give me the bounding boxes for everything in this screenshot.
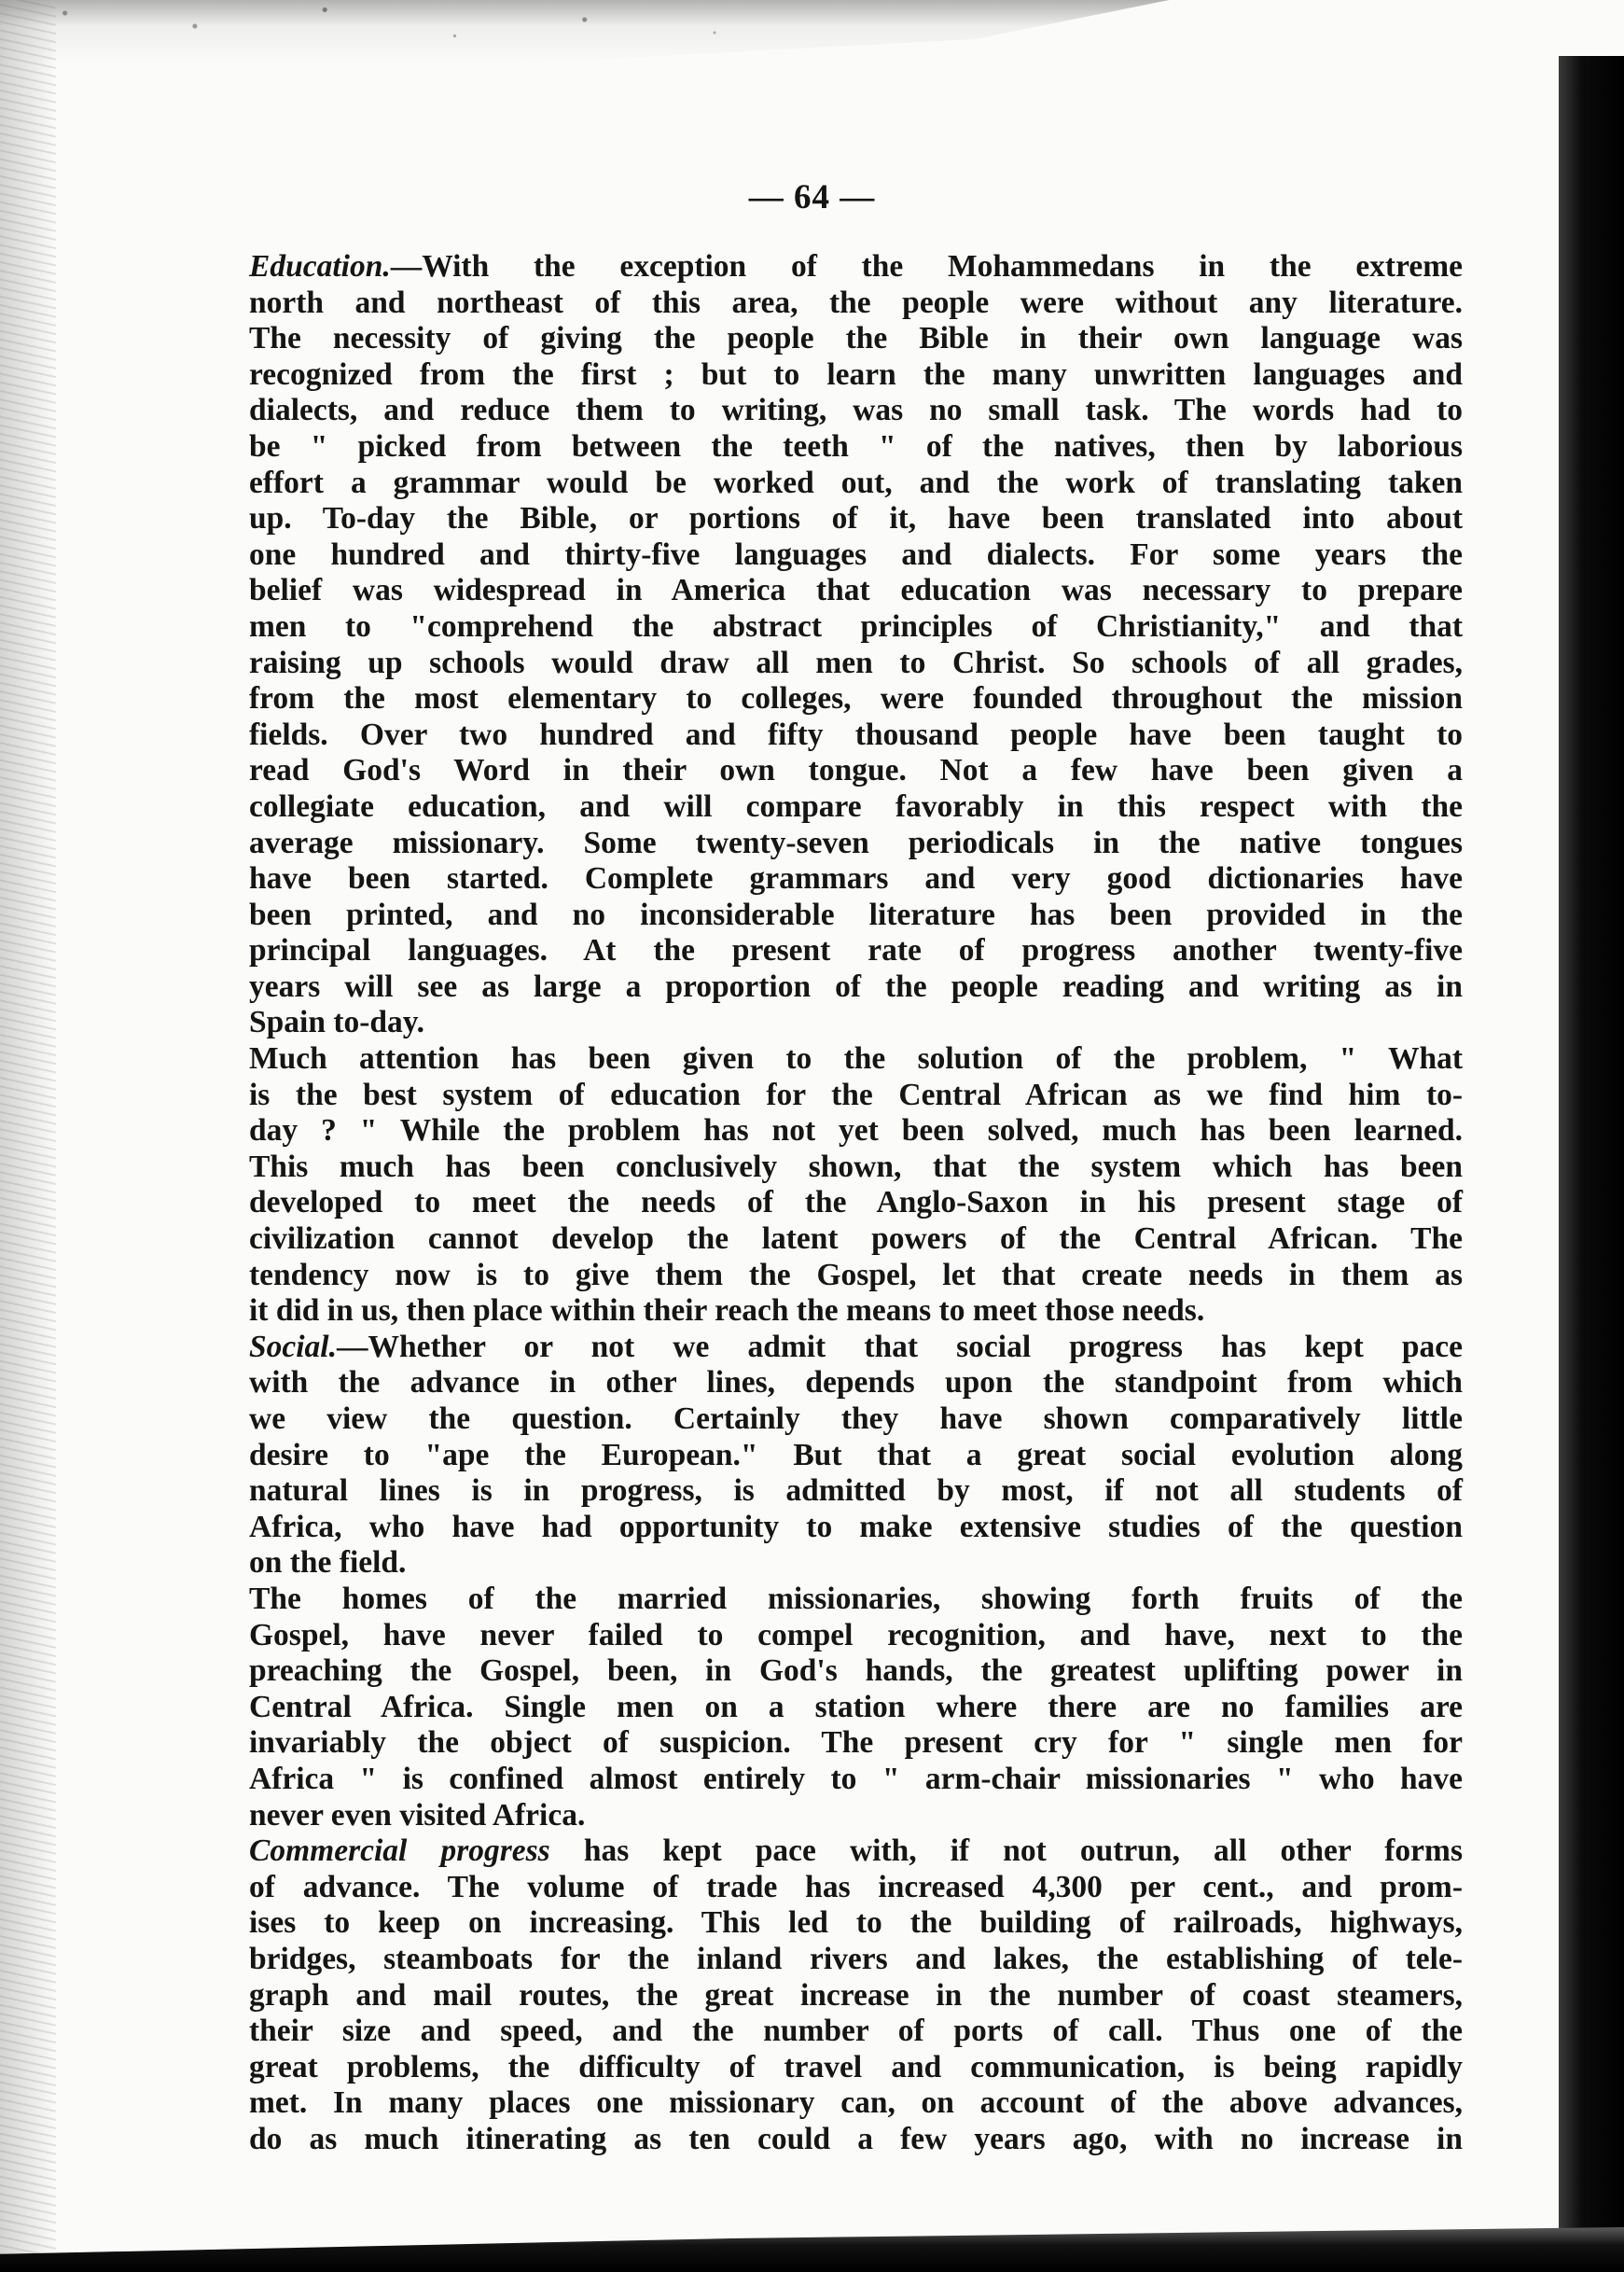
page-number: — 64 — <box>748 178 876 216</box>
section-heading-commercial: Commercial progress <box>249 1833 550 1869</box>
body-text <box>208 249 1463 2157</box>
paragraph-social: Social.—Whether or not we admit that social progress has kept pace with the advance in other lines, depends upon the standpoint from which we view the question. Certainly they have shown comparatively little desire to "ape the European." But that a great social evolution along natural lines is in progress, is admitted by most, if not all students of Africa, who have had opportunity to make extensive studies of the question on the field. <box>249 1329 1463 1581</box>
section-heading-social: Social. <box>249 1329 337 1364</box>
scan-shadow-bottom <box>0 2227 1624 2272</box>
scan-shadow-right <box>1559 56 1624 2272</box>
paragraph-education: Education.—With the exception of the Mohammedans in the extreme north and northeast of this area, the people were without any literature. The necessity of giving the people the Bible in their own language was recognized from the first ; but to learn the many unwritten languages and dialects, and reduce them to writing, was no small task. The words had to be " picked from between the teeth " of the natives, then by laborious effort a grammar would be worked out, and the work of translating taken up. To-day the Bible, or portions of it, have been translated into about one hundred and thirty-five languages and dialects. For some years the belief was widespread in America that education was necessary to prepare men to "comprehend the abstract principles of Christianity," and that raising up schools would draw all men to Christ. So schools of all grades, from the most elementary to colleges, were founded throughout the mission fields. Over two hundred and fifty thousand people have been taught to read God's Word in their own tongue. Not a few have been given a collegiate education, and will compare favorably in this respect with the average missionary. Some twenty-seven periodicals in the native tongues have been started. Complete grammars and very good dictionaries have been printed, and no inconsiderable literature has been provided in the principal languages. At the present rate of progress another twenty-five years will see as large a proportion of the people reading and writing as in Spain to-day. <box>249 249 1463 1040</box>
scan-shadow-top <box>0 0 1624 65</box>
paragraph-education-system: Much attention has been given to the solution of the problem, " What is the best system of education for the Central African as we find him to- day ? " While the problem has not yet been solved, much has been learned. This much has been conclusively shown, that the system which has been developed to meet the needs of the Anglo-Saxon in his present stage of civilization cannot develop the latent powers of the Central African. The tendency now is to give them the Gospel, let that create needs in them as it did in us, then place within their reach the means to meet those needs. <box>249 1041 1463 1329</box>
scan-shadow-left <box>0 0 56 2272</box>
paragraph-missionary-homes: The homes of the married missionaries, showing forth fruits of the Gospel, have never failed to compel recognition, and have, next to the preaching the Gospel, been, in God's hands, the greatest uplifting power in Central Africa. Single men on a station where there are no families are invariably the object of suspicion. The present cry for " single men for Africa " is confined almost entirely to " arm-chair missionaries " who have never even visited Africa. <box>249 1581 1463 1833</box>
paragraph-commercial-progress: Commercial progress has kept pace with, if not outrun, all other forms of advance. The volume of trade has increased 4,300 per cent., and prom- ises to keep on increasing. This led to the building of railroads, highways, bridges, steamboats for the inland rivers and lakes, the establishing of tele- graph and mail routes, the great increase in the number of coast steamers, their size and speed, and the number of ports of call. Thus one of the great problems, the difficulty of travel and communication, is being rapidly met. In many places one missionary can, on account of the above advances, do as much itinerating as ten could a few years ago, with no increase in <box>249 1833 1463 2156</box>
section-heading-education: Education. <box>249 249 391 284</box>
